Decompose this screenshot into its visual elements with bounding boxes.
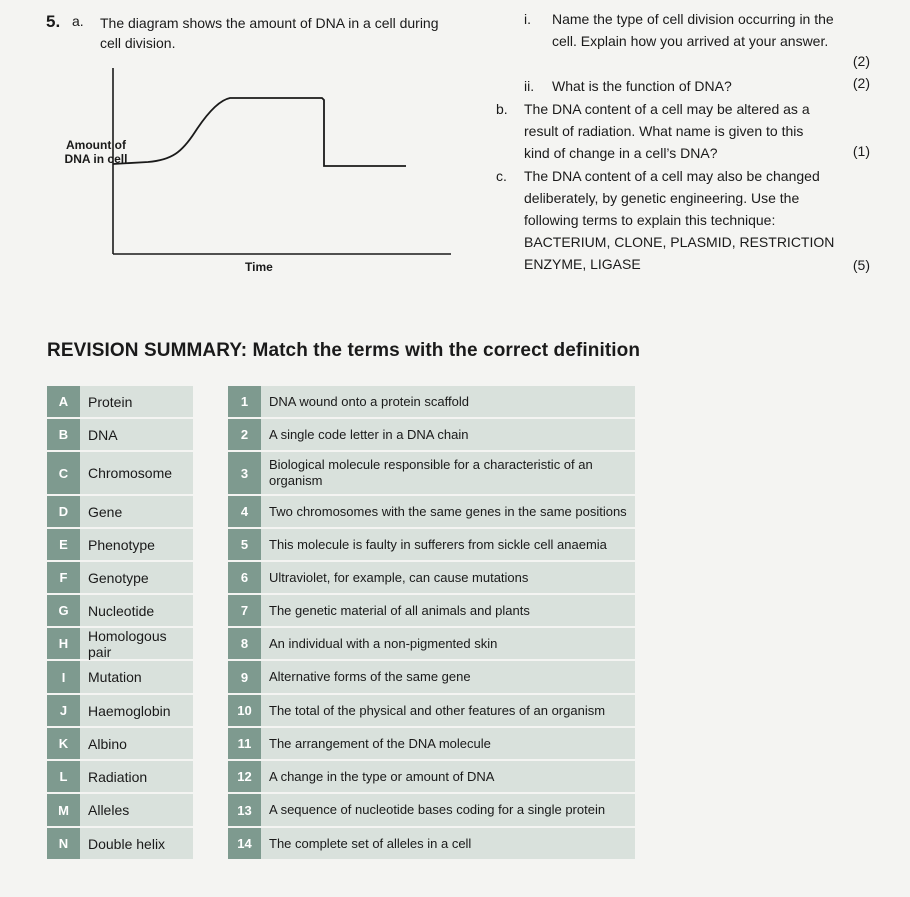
definition-number-badge: 5 xyxy=(228,529,261,560)
question-c-marker: c. xyxy=(496,168,507,184)
term-letter-badge: K xyxy=(47,728,80,759)
term-text: Protein xyxy=(80,386,193,417)
question-ii-marks: (2) xyxy=(852,75,870,91)
graph-x-label: Time xyxy=(245,260,273,274)
term-text: Genotype xyxy=(80,562,193,593)
term-text: Nucleotide xyxy=(80,595,193,626)
term-row xyxy=(47,628,193,659)
term-letter-badge: I xyxy=(47,661,80,693)
term-letter-badge: L xyxy=(47,761,80,792)
definition-text: Two chromosomes with the same genes in the same positions xyxy=(261,496,635,527)
definition-text: Alternative forms of the same gene xyxy=(261,661,635,693)
definition-text: The genetic material of all animals and plants xyxy=(261,595,635,626)
term-row xyxy=(47,761,193,792)
term-text: Albino xyxy=(80,728,193,759)
definition-row xyxy=(228,761,635,792)
question-b-marks: (1) xyxy=(852,143,870,159)
definition-text: This molecule is faulty in sufferers from sickle cell anaemia xyxy=(261,529,635,560)
term-text: Haemoglobin xyxy=(80,695,193,726)
term-letter-badge: N xyxy=(47,828,80,859)
term-letter-badge: B xyxy=(47,419,80,450)
dna-graph xyxy=(40,60,460,290)
term-text: Gene xyxy=(80,496,193,527)
definition-number-badge: 14 xyxy=(228,828,261,859)
term-text: DNA xyxy=(80,419,193,450)
definition-row xyxy=(228,452,635,494)
definition-number-badge: 6 xyxy=(228,562,261,593)
question-ii-text: What is the function of DNA? xyxy=(552,78,732,94)
question-i-marks: (2) xyxy=(852,53,870,69)
term-row xyxy=(47,794,193,826)
graph-y-label: Amount of DNA in cell xyxy=(64,138,128,166)
term-text: Radiation xyxy=(80,761,193,792)
definition-row xyxy=(228,595,635,626)
definition-row xyxy=(228,529,635,560)
dna-curve xyxy=(113,98,406,166)
dna-graph-svg xyxy=(40,60,460,290)
part-a-label: a. xyxy=(72,13,84,29)
definition-number-badge: 8 xyxy=(228,628,261,659)
term-text: Homologous pair xyxy=(80,628,193,659)
term-letter-badge: A xyxy=(47,386,80,417)
term-letter-badge: C xyxy=(47,452,80,494)
definition-text: Biological molecule responsible for a characteristic of an organism xyxy=(261,452,635,494)
definition-number-badge: 11 xyxy=(228,728,261,759)
definition-text: DNA wound onto a protein scaffold xyxy=(261,386,635,417)
term-row xyxy=(47,529,193,560)
term-letter-badge: D xyxy=(47,496,80,527)
definition-number-badge: 2 xyxy=(228,419,261,450)
definition-number-badge: 1 xyxy=(228,386,261,417)
term-letter-badge: M xyxy=(47,794,80,826)
term-letter-badge: G xyxy=(47,595,80,626)
definition-row xyxy=(228,728,635,759)
definition-number-badge: 9 xyxy=(228,661,261,693)
term-letter-badge: F xyxy=(47,562,80,593)
term-letter-badge: H xyxy=(47,628,80,659)
definition-row xyxy=(228,496,635,527)
part-a-text: The diagram shows the amount of DNA in a cell during cell division. xyxy=(100,15,439,51)
question-c-marks: (5) xyxy=(852,257,870,273)
definition-text: The complete set of alleles in a cell xyxy=(261,828,635,859)
revision-title: REVISION SUMMARY: Match the terms with the correct definition xyxy=(47,340,641,361)
term-row xyxy=(47,562,193,593)
term-row xyxy=(47,419,193,450)
question-number: 5. xyxy=(46,12,61,31)
definition-number-badge: 10 xyxy=(228,695,261,726)
definition-row xyxy=(228,695,635,726)
term-row xyxy=(47,496,193,527)
definition-text: A change in the type or amount of DNA xyxy=(261,761,635,792)
question-i-text: Name the type of cell division occurring in the cell. Explain how you arrived at your answer. xyxy=(552,11,834,49)
definition-text: The total of the physical and other features of an organism xyxy=(261,695,635,726)
definition-text: The arrangement of the DNA molecule xyxy=(261,728,635,759)
definition-number-badge: 7 xyxy=(228,595,261,626)
term-row xyxy=(47,728,193,759)
question-i-marker: i. xyxy=(524,11,531,27)
term-row xyxy=(47,595,193,626)
question-b-text: The DNA content of a cell may be altered as a result of radiation. What name is given to this kind of change in a cell’s DNA? xyxy=(524,101,810,161)
question-ii-marker: ii. xyxy=(524,78,535,94)
definition-text: Ultraviolet, for example, can cause mutations xyxy=(261,562,635,593)
term-text: Chromosome xyxy=(80,452,193,494)
term-text: Mutation xyxy=(80,661,193,693)
definition-number-badge: 13 xyxy=(228,794,261,826)
definition-row xyxy=(228,419,635,450)
term-text: Double helix xyxy=(80,828,193,859)
term-letter-badge: E xyxy=(47,529,80,560)
definition-number-badge: 4 xyxy=(228,496,261,527)
definition-text: A single code letter in a DNA chain xyxy=(261,419,635,450)
term-letter-badge: J xyxy=(47,695,80,726)
definition-text: An individual with a non-pigmented skin xyxy=(261,628,635,659)
term-row xyxy=(47,661,193,693)
definition-row xyxy=(228,562,635,593)
term-text: Alleles xyxy=(80,794,193,826)
definition-number-badge: 12 xyxy=(228,761,261,792)
definition-row xyxy=(228,661,635,693)
term-row xyxy=(47,828,193,859)
term-row xyxy=(47,695,193,726)
definition-text: A sequence of nucleotide bases coding for a single protein xyxy=(261,794,635,826)
term-text: Phenotype xyxy=(80,529,193,560)
definition-row xyxy=(228,794,635,826)
definition-row xyxy=(228,828,635,859)
definition-number-badge: 3 xyxy=(228,452,261,494)
term-row xyxy=(47,452,193,494)
definition-row xyxy=(228,628,635,659)
question-c-text: The DNA content of a cell may also be changed deliberately, by genetic engineering. Use the following terms to explain this technique: BACTERIUM, CLONE, PLASMID, RESTRICTION ENZYME, LIGASE xyxy=(524,168,835,272)
question-b-marker: b. xyxy=(496,101,508,117)
definition-row xyxy=(228,386,635,417)
term-row xyxy=(47,386,193,417)
